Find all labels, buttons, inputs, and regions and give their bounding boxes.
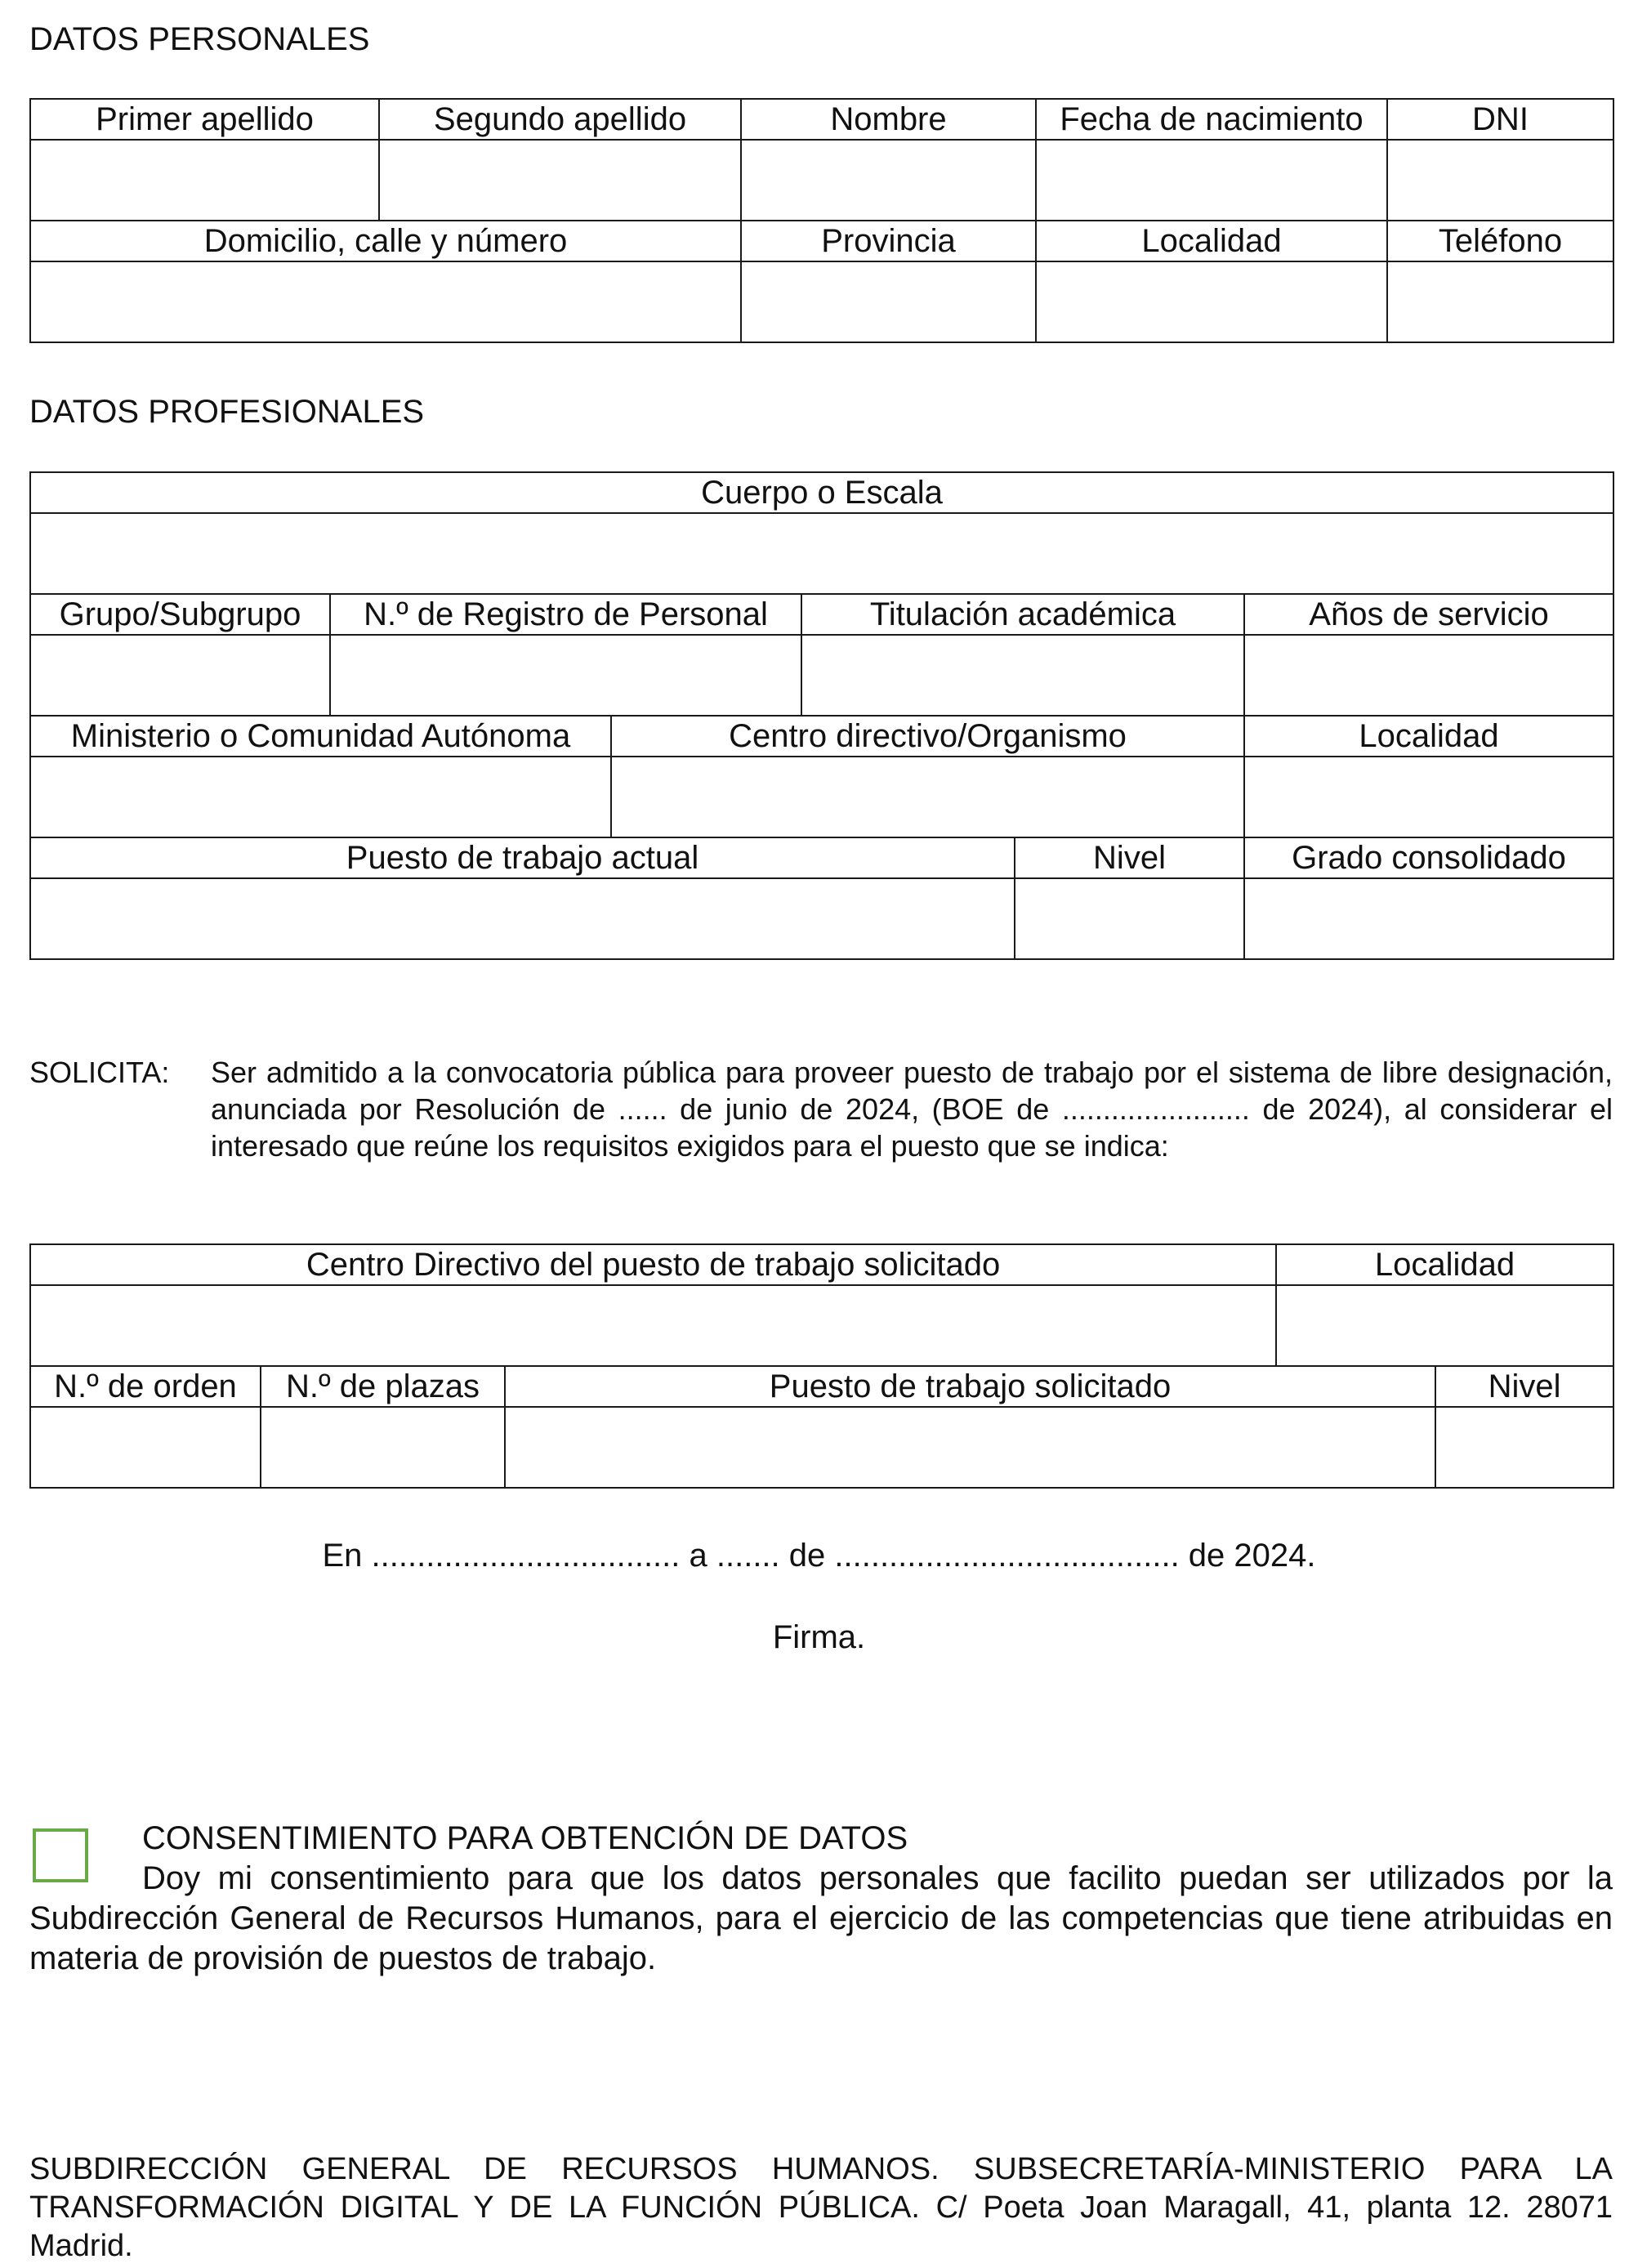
field-anos-servicio[interactable] [1244, 635, 1613, 716]
label-telefono: Teléfono [1387, 221, 1613, 261]
label-segundo-apellido: Segundo apellido [379, 99, 741, 140]
label-ministerio: Ministerio o Comunidad Autónoma [30, 716, 611, 757]
field-puesto-solicitado[interactable] [505, 1407, 1435, 1488]
label-centro-directivo-solicitado: Centro Directivo del puesto de trabajo solicitado [30, 1244, 1276, 1285]
field-puesto-actual[interactable] [30, 878, 1015, 959]
field-localidad-solicitada[interactable] [1276, 1285, 1613, 1366]
field-nombre[interactable] [741, 140, 1036, 221]
label-primer-apellido: Primer apellido [30, 99, 379, 140]
label-puesto-solicitado: Puesto de trabajo solicitado [505, 1366, 1435, 1407]
field-titulacion[interactable] [801, 635, 1244, 716]
label-grado-consolidado: Grado consolidado [1244, 837, 1613, 878]
label-nivel-actual: Nivel [1015, 837, 1244, 878]
consent-title: CONSENTIMIENTO PARA OBTENCIÓN DE DATOS [142, 1820, 908, 1856]
label-localidad: Localidad [1036, 221, 1387, 261]
field-primer-apellido[interactable] [30, 140, 379, 221]
field-nivel-solicitado[interactable] [1435, 1407, 1613, 1488]
solicita-label: SOLICITA: [29, 1056, 170, 1089]
label-localidad-profesional: Localidad [1244, 716, 1613, 757]
puesto-solicitado-table [29, 1243, 1614, 1489]
field-localidad-profesional[interactable] [1244, 757, 1613, 837]
label-nivel-solicitado: Nivel [1435, 1366, 1613, 1407]
solicita-text: Ser admitido a la convocatoria pública para proveer puesto de trabajo por el sistema de libre designación, anunciada por Resolución de ...... de junio de 2024, (BOE de ....................... de 2024), al considerar el interesado que reúne los requisitos exigidos para el puesto que se indica: [211, 1056, 1613, 1163]
field-centro-directivo-solicitado[interactable] [30, 1285, 1276, 1366]
label-dni: DNI [1387, 99, 1613, 140]
label-localidad-solicitada: Localidad [1276, 1244, 1613, 1285]
label-provincia: Provincia [741, 221, 1036, 261]
field-grupo-subgrupo[interactable] [30, 635, 330, 716]
section-heading-datos-personales: DATOS PERSONALES [29, 21, 370, 57]
label-titulacion: Titulación académica [801, 594, 1244, 635]
datos-profesionales-table [29, 471, 1614, 960]
field-registro-personal[interactable] [330, 635, 801, 716]
field-numero-orden[interactable] [30, 1407, 261, 1488]
field-domicilio[interactable] [30, 261, 741, 342]
label-numero-orden: N.º de orden [30, 1366, 261, 1407]
field-grado-consolidado[interactable] [1244, 878, 1613, 959]
label-grupo-subgrupo: Grupo/Subgrupo [30, 594, 330, 635]
label-puesto-actual: Puesto de trabajo actual [30, 837, 1015, 878]
datos-personales-table [29, 98, 1614, 343]
consent-block [29, 1819, 1613, 1979]
field-dni[interactable] [1387, 140, 1613, 221]
field-localidad[interactable] [1036, 261, 1387, 342]
footer-address: SUBDIRECCIÓN GENERAL DE RECURSOS HUMANOS. SUBSECRETARÍA-MINISTERIO PARA LA TRANSFORMACIÓN DIGITAL Y DE LA FUNCIÓN PÚBLICA. C/ Poeta Joan Maragall, 41, planta 12. 28071 Madrid. [29, 2152, 1613, 2263]
field-ministerio[interactable] [30, 757, 611, 837]
field-numero-plazas[interactable] [261, 1407, 505, 1488]
label-anos-servicio: Años de servicio [1244, 594, 1613, 635]
field-cuerpo-escala[interactable] [30, 513, 1613, 594]
section-heading-datos-profesionales: DATOS PROFESIONALES [29, 394, 425, 430]
label-cuerpo-escala: Cuerpo o Escala [30, 472, 1613, 513]
firma-label: Firma. [772, 1619, 866, 1655]
label-numero-plazas: N.º de plazas [261, 1366, 505, 1407]
label-nombre: Nombre [741, 99, 1036, 140]
field-segundo-apellido[interactable] [379, 140, 741, 221]
field-telefono[interactable] [1387, 261, 1613, 342]
date-line: En .................................. a ....... de ...................................... de 2024. [322, 1538, 1316, 1574]
label-centro-directivo: Centro directivo/Organismo [611, 716, 1244, 757]
label-registro-personal: N.º de Registro de Personal [330, 594, 801, 635]
field-fecha-nacimiento[interactable] [1036, 140, 1387, 221]
label-fecha-nacimiento: Fecha de nacimiento [1036, 99, 1387, 140]
label-domicilio: Domicilio, calle y número [30, 221, 741, 261]
consent-text: Doy mi consentimiento para que los datos personales que facilito puedan ser utilizados por la Subdirección General de Recursos Humanos, para el ejercicio de las competencias que tiene atribuidas en materia de provisión de puestos de trabajo. [29, 1860, 1613, 1976]
field-provincia[interactable] [741, 261, 1036, 342]
field-nivel-actual[interactable] [1015, 878, 1244, 959]
field-centro-directivo[interactable] [611, 757, 1244, 837]
